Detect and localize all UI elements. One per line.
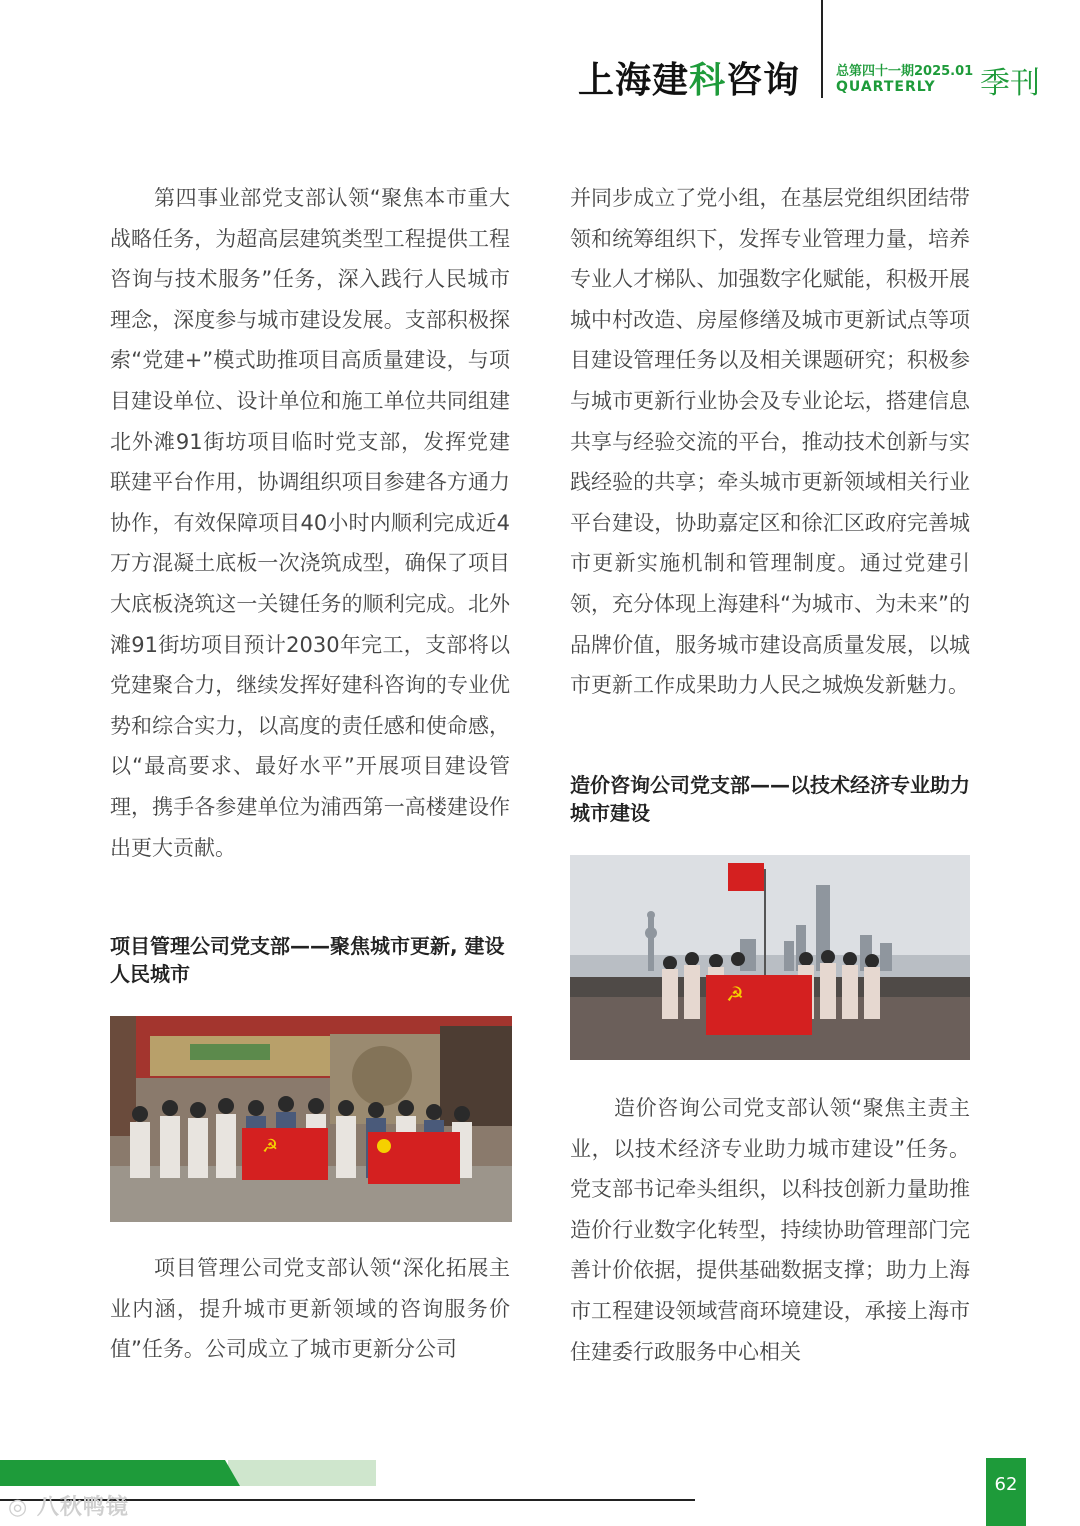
footer-green-band bbox=[0, 1460, 240, 1486]
magazine-title-accent: 科 bbox=[689, 60, 727, 101]
issue-number: 总第四十一期2025.01 bbox=[836, 64, 974, 79]
section-heading-cost-consulting: 造价咨询公司党支部——以技术经济专业助力城市建设 bbox=[570, 773, 970, 825]
right-paragraph-2: 造价咨询公司党支部认领“聚焦主责主业，以技术经济专业助力城市建设”任务。党支部书记牵头组织，以科技创新力量助推造价行业数字化转型，持续协助管理部门完善计价依据，提供基础数据支撑；助力上海市工程建设领域营商环境建设，承接上海市住建委行政服务中心相关 bbox=[570, 1096, 970, 1364]
left-paragraph-2: 项目管理公司党支部认领“深化拓展主业内涵，提升城市更新领域的咨询服务价值”任务。公司成立了城市更新分公司 bbox=[110, 1256, 510, 1362]
magazine-title: 上海建科咨询 bbox=[578, 60, 801, 101]
section-heading-project-management: 项目管理公司党支部——聚焦城市更新, 建设人民城市 bbox=[110, 934, 505, 986]
svg-text:☭: ☭ bbox=[726, 982, 744, 1006]
right-paragraph-1: 并同步成立了党小组，在基层党组织团结带领和统筹组织下，发挥专业管理力量，培养专业人才梯队、加强数字化赋能，积极开展城中村改造、房屋修缮及城市更新试点等项目建设管理任务以及相关课题研究；积极参与城市更新行业协会及专业论坛，搭建信息共享与经验交流的平台，推动技术创新与实践经验的共享；牵头城市更新领域相关行业平台建设，协助嘉定区和徐汇区政府完善城市更新实施机制和管理制度。通过党建引领，充分体现上海建科“为城市、为未来”的品牌价值，服务城市建设高质量发展，以城市更新工作成果助力人民之城焕发新魅力。 bbox=[570, 186, 970, 698]
quarterly-label-cn: 季刊 bbox=[980, 66, 1040, 101]
header-divider bbox=[821, 0, 823, 98]
svg-text:☭: ☭ bbox=[262, 1136, 279, 1157]
watermark-logo: ◎ 八秋鸭镜 bbox=[8, 1495, 129, 1520]
left-paragraph-1: 第四事业部党支部认领“聚焦本市重大战略任务，为超高层建筑类型工程提供工程咨询与技术服务”任务，深入践行人民城市理念，深度参与城市建设发展。支部积极探索“党建+”模式助推项目高质量建设，与项目建设单位、设计单位和施工单位共同组建北外滩91街坊项目临时党支部，发挥党建联建平台作用，协调组织项目参建各方通力协作，有效保障项目40小时内顺利完成近4万方混凝土底板一次浇筑成型，确保了项目大底板浇筑这一关键任务的顺利完成。北外滩91街坊项目预计2030年完工，支部将以党建聚合力，继续发挥好建科咨询的专业优势和综合实力，以高度的责任感和使命感，以“最高要求、最好水平”开展项目建设管理，携手各参建单位为浦西第一高楼建设作出更大贡献。 bbox=[110, 186, 510, 860]
quarterly-label-en: QUARTERLY bbox=[836, 79, 936, 95]
group-photo-project-management bbox=[110, 1016, 512, 1222]
footer-light-band bbox=[228, 1460, 376, 1486]
page-number: 62 bbox=[986, 1458, 1026, 1526]
group-photo-cost-consulting bbox=[570, 855, 970, 1060]
